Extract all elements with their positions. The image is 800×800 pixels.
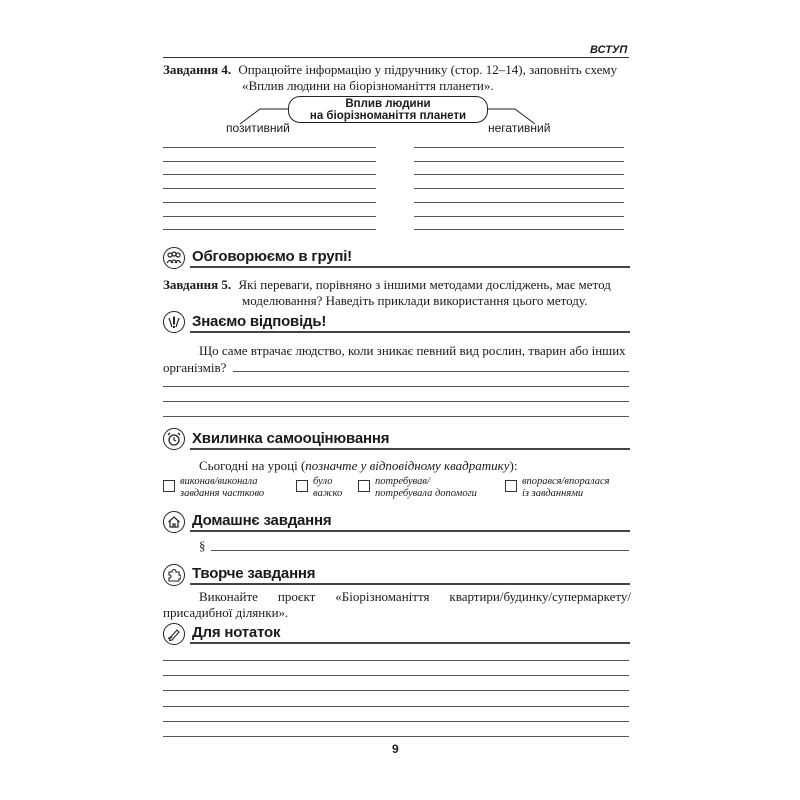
notes-line[interactable] xyxy=(163,736,629,737)
negative-answer-line[interactable] xyxy=(414,174,624,175)
option-line: впорався/впоралася xyxy=(522,476,610,487)
negative-answer-line[interactable] xyxy=(414,202,624,203)
option-difficult xyxy=(313,476,342,500)
answer-line[interactable] xyxy=(233,371,629,372)
task4-text xyxy=(163,62,633,78)
task4-label: Завдання 4. xyxy=(163,62,232,77)
section-title-discuss: Обговорюємо в групі! xyxy=(192,248,352,265)
prompt-italic: позначте у відповідному квадратику xyxy=(305,458,510,473)
positive-answer-line[interactable] xyxy=(163,188,376,189)
group-people-icon xyxy=(163,247,185,269)
option-partially xyxy=(180,476,264,500)
option-line: потребував/ xyxy=(375,476,430,487)
paragraph-sign: § xyxy=(199,538,206,553)
puzzle-icon xyxy=(163,564,185,586)
scheme-title-line1: Вплив людини xyxy=(345,98,431,110)
positive-answer-line[interactable] xyxy=(163,161,376,162)
option-needed-help xyxy=(375,476,477,500)
negative-answer-line[interactable] xyxy=(414,161,624,162)
negative-answer-line[interactable] xyxy=(414,188,624,189)
notes-line[interactable] xyxy=(163,690,629,691)
scheme-title-line2: на біорізноманіття планети xyxy=(309,110,467,122)
option-line: важко xyxy=(313,488,343,499)
answer-line[interactable] xyxy=(163,401,629,402)
negative-answer-line[interactable] xyxy=(414,229,624,230)
task5-line1: Які переваги, порівняно з іншими методами досліджень, має метод xyxy=(238,277,611,292)
branch-positive: позитивний xyxy=(226,121,290,135)
positive-answer-line[interactable] xyxy=(163,174,376,175)
pen-writing-icon xyxy=(163,623,185,645)
section-rule-home xyxy=(190,530,630,532)
option-line: потребувала допомоги xyxy=(375,488,477,499)
checkbox-partially[interactable] xyxy=(163,480,175,492)
page-number: 9 xyxy=(392,742,399,756)
branch-negative: негативний xyxy=(488,121,551,135)
section-title-notes: Для нотаток xyxy=(192,624,281,641)
option-managed xyxy=(522,476,610,500)
checkbox-difficult[interactable] xyxy=(296,480,308,492)
prompt-start: Сьогодні на уроці ( xyxy=(199,458,306,473)
notes-line[interactable] xyxy=(163,721,629,722)
homework-line[interactable] xyxy=(211,550,629,551)
positive-answer-line[interactable] xyxy=(163,216,376,217)
running-title: ВСТУП xyxy=(590,44,628,56)
house-icon xyxy=(163,511,185,533)
option-line: із завданнями xyxy=(522,488,584,499)
positive-answer-line[interactable] xyxy=(163,147,376,148)
section-rule-know xyxy=(190,331,630,333)
prompt-end: ): xyxy=(509,458,518,473)
negative-answer-line[interactable] xyxy=(414,147,624,148)
positive-answer-line[interactable] xyxy=(163,202,376,203)
self-eval-prompt xyxy=(199,458,517,474)
task5-label: Завдання 5. xyxy=(163,277,232,292)
notes-line[interactable] xyxy=(163,706,629,707)
answer-line[interactable] xyxy=(163,416,629,417)
exclamation-icon xyxy=(163,311,185,333)
section-rule-creative xyxy=(190,583,630,585)
section-rule-self xyxy=(190,448,630,450)
task5-line2: моделювання? Наведіть приклади використання цього методу. xyxy=(242,293,588,308)
notes-line[interactable] xyxy=(163,660,629,661)
section-title-home: Домашнє завдання xyxy=(192,512,332,529)
question-line2: організмів? xyxy=(163,360,227,375)
option-line: завдання частково xyxy=(180,488,265,499)
checkbox-needed-help[interactable] xyxy=(358,480,370,492)
scheme-box xyxy=(288,96,488,123)
task4-line1: Опрацюйте інформацію у підручнику (стор. 12–14), заповніть схему xyxy=(238,62,618,77)
positive-answer-line[interactable] xyxy=(163,229,376,230)
section-title-creative: Творче завдання xyxy=(192,565,316,582)
section-title-self: Хвилинка самооцінювання xyxy=(192,430,390,447)
section-rule-discuss xyxy=(190,266,630,268)
option-line: було xyxy=(313,476,333,487)
option-line: виконав/виконала xyxy=(180,476,258,487)
task5-text xyxy=(163,277,633,293)
negative-answer-line[interactable] xyxy=(414,216,624,217)
task4-line2: «Вплив людини на біорізноманіття планети». xyxy=(242,78,494,93)
notes-line[interactable] xyxy=(163,675,629,676)
alarm-clock-icon xyxy=(163,428,185,450)
section-rule-notes xyxy=(190,642,630,644)
question-line1: Що саме втрачає людство, коли зникає певний вид рослин, тварин або інших xyxy=(199,343,626,358)
creative-line1: Виконайте проєкт «Біорізноманіття квартири/будинку/супермаркету/ xyxy=(199,589,631,604)
creative-line2: присадибної ділянки». xyxy=(163,605,289,620)
answer-line[interactable] xyxy=(163,386,629,387)
header-rule xyxy=(163,57,629,58)
checkbox-managed[interactable] xyxy=(505,480,517,492)
section-title-know: Знаємо відповідь! xyxy=(192,313,327,330)
